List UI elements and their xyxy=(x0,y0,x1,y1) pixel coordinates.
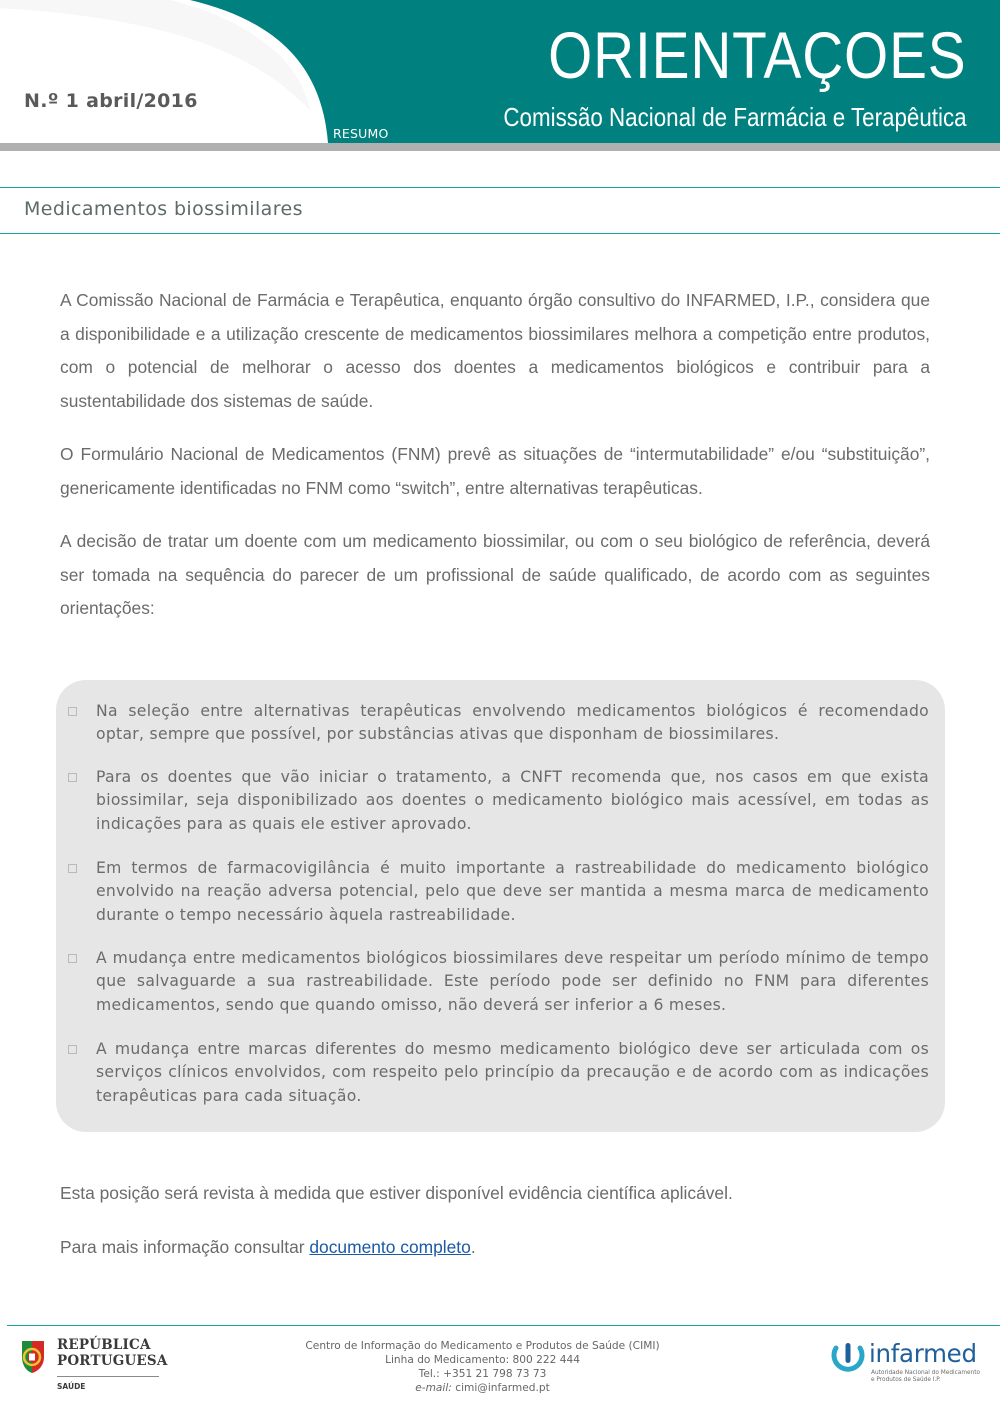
republica-portuguesa-emblem-icon xyxy=(18,1337,48,1377)
bullet-icon xyxy=(68,1045,77,1054)
guideline-item: Para os doentes que vão iniciar o tratamento, a CNFT recomenda que, nos casos em que exista biossimilar, seja disponibilizado aos doentes o medicamento biológico mais acessível, em todas as indicações para as quais ele estiver aprovado. xyxy=(96,768,929,833)
section-top-divider xyxy=(0,187,1000,188)
section-tag: RESUMO xyxy=(333,126,389,141)
intro-paragraph: A Comissão Nacional de Farmácia e Terapêutica, enquanto órgão consultivo do INFARMED, I.P., considera que a disponibilidade e a utilização crescente de medicamentos biossimilares melhora a competição entre produtos, com o potencial de melhorar o acesso dos doentes a medicamentos biológicos e contribuir para a sustentabilidade dos sistemas de saúde. xyxy=(60,290,930,412)
section-title: Medicamentos biossimilares xyxy=(24,198,303,220)
footer-email-line xyxy=(300,1381,665,1395)
rp-line-1: REPÚBLICA xyxy=(57,1337,151,1353)
full-document-link[interactable]: documento completo xyxy=(309,1237,471,1257)
more-info-suffix: . xyxy=(470,1237,476,1257)
footer-phone-line: Linha do Medicamento: 800 222 444 xyxy=(385,1354,580,1366)
infarmed-name: infarmed xyxy=(869,1339,977,1368)
infarmed-logo-icon xyxy=(830,1340,866,1376)
guideline-item: A mudança entre medicamentos biológicos biossimilares deve respeitar um período mínimo de tempo que salvaguarde a sua rastreabilidade. Este período pode ser definido no FNM para diferentes medicamentos, sendo que quando omisso, não deverá ser inferior a 6 meses. xyxy=(96,949,929,1014)
guideline-item: A mudança entre marcas diferentes do mesmo medicamento biológico deve ser articulada com os serviços clínicos envolvidos, com respeito pelo princípio da precaução e de acordo com as indicações terapêuticas para cada situação. xyxy=(96,1040,929,1105)
fnm-paragraph: O Formulário Nacional de Medicamentos (FNM) prevê as situações de “intermutabilidade” e/ou “substituição”, genericamente identificadas no FNM como “switch”, entre alternativas terapêuticas. xyxy=(60,444,930,498)
decision-paragraph: A decisão de tratar um doente com um medicamento biossimilar, ou com o seu biológico de referência, deverá ser tomada na sequência do parecer de um profissional de saúde qualificado, de acordo com as seguintes orientações: xyxy=(60,531,930,619)
email-label: e-mail: xyxy=(415,1382,452,1394)
more-info-prefix: Para mais informação consultar xyxy=(60,1237,310,1257)
page-title: ORIENTAÇOES xyxy=(548,18,967,92)
section-bottom-divider xyxy=(0,233,1000,234)
rp-divider xyxy=(57,1376,159,1377)
footer-org: Centro de Informação do Medicamento e Produtos de Saúde (CIMI) xyxy=(305,1340,660,1352)
rp-ministry: SAÚDE xyxy=(57,1382,86,1391)
footer-contact xyxy=(300,1339,665,1395)
bullet-icon xyxy=(68,864,77,873)
review-note: Esta posição será revista à medida que estiver disponível evidência científica aplicável. xyxy=(60,1183,733,1203)
more-info xyxy=(60,1231,930,1265)
footer-tel: Tel.: +351 21 798 73 73 xyxy=(418,1368,547,1380)
footer-divider xyxy=(7,1325,1000,1326)
rp-line-2: PORTUGUESA xyxy=(57,1352,168,1369)
bullet-icon xyxy=(68,707,77,716)
infarmed-tagline: Autoridade Nacional do Medicamento e Produtos de Saúde I.P. xyxy=(871,1370,981,1383)
footer-email[interactable]: cimi@infarmed.pt xyxy=(451,1382,550,1394)
issue-number: N.º 1 abril/2016 xyxy=(24,90,198,112)
bullet-icon xyxy=(68,954,77,963)
bullet-icon xyxy=(68,773,77,782)
page-subtitle: Comissão Nacional de Farmácia e Terapêutica xyxy=(503,102,967,132)
header xyxy=(0,0,1000,152)
guideline-item: Na seleção entre alternativas terapêuticas envolvendo medicamentos biológicos é recomendado optar, sempre que possível, por substâncias ativas que disponham de biossimilares. xyxy=(96,702,929,744)
guideline-item: Em termos de farmacovigilância é muito importante a rastreabilidade do medicamento biológico envolvido na reação adversa potencial, pelo que deve ser mantida a mesma marca de medicamento durante o tempo necessário àquela rastreabilidade. xyxy=(96,859,929,924)
republica-portuguesa-name xyxy=(57,1338,168,1369)
